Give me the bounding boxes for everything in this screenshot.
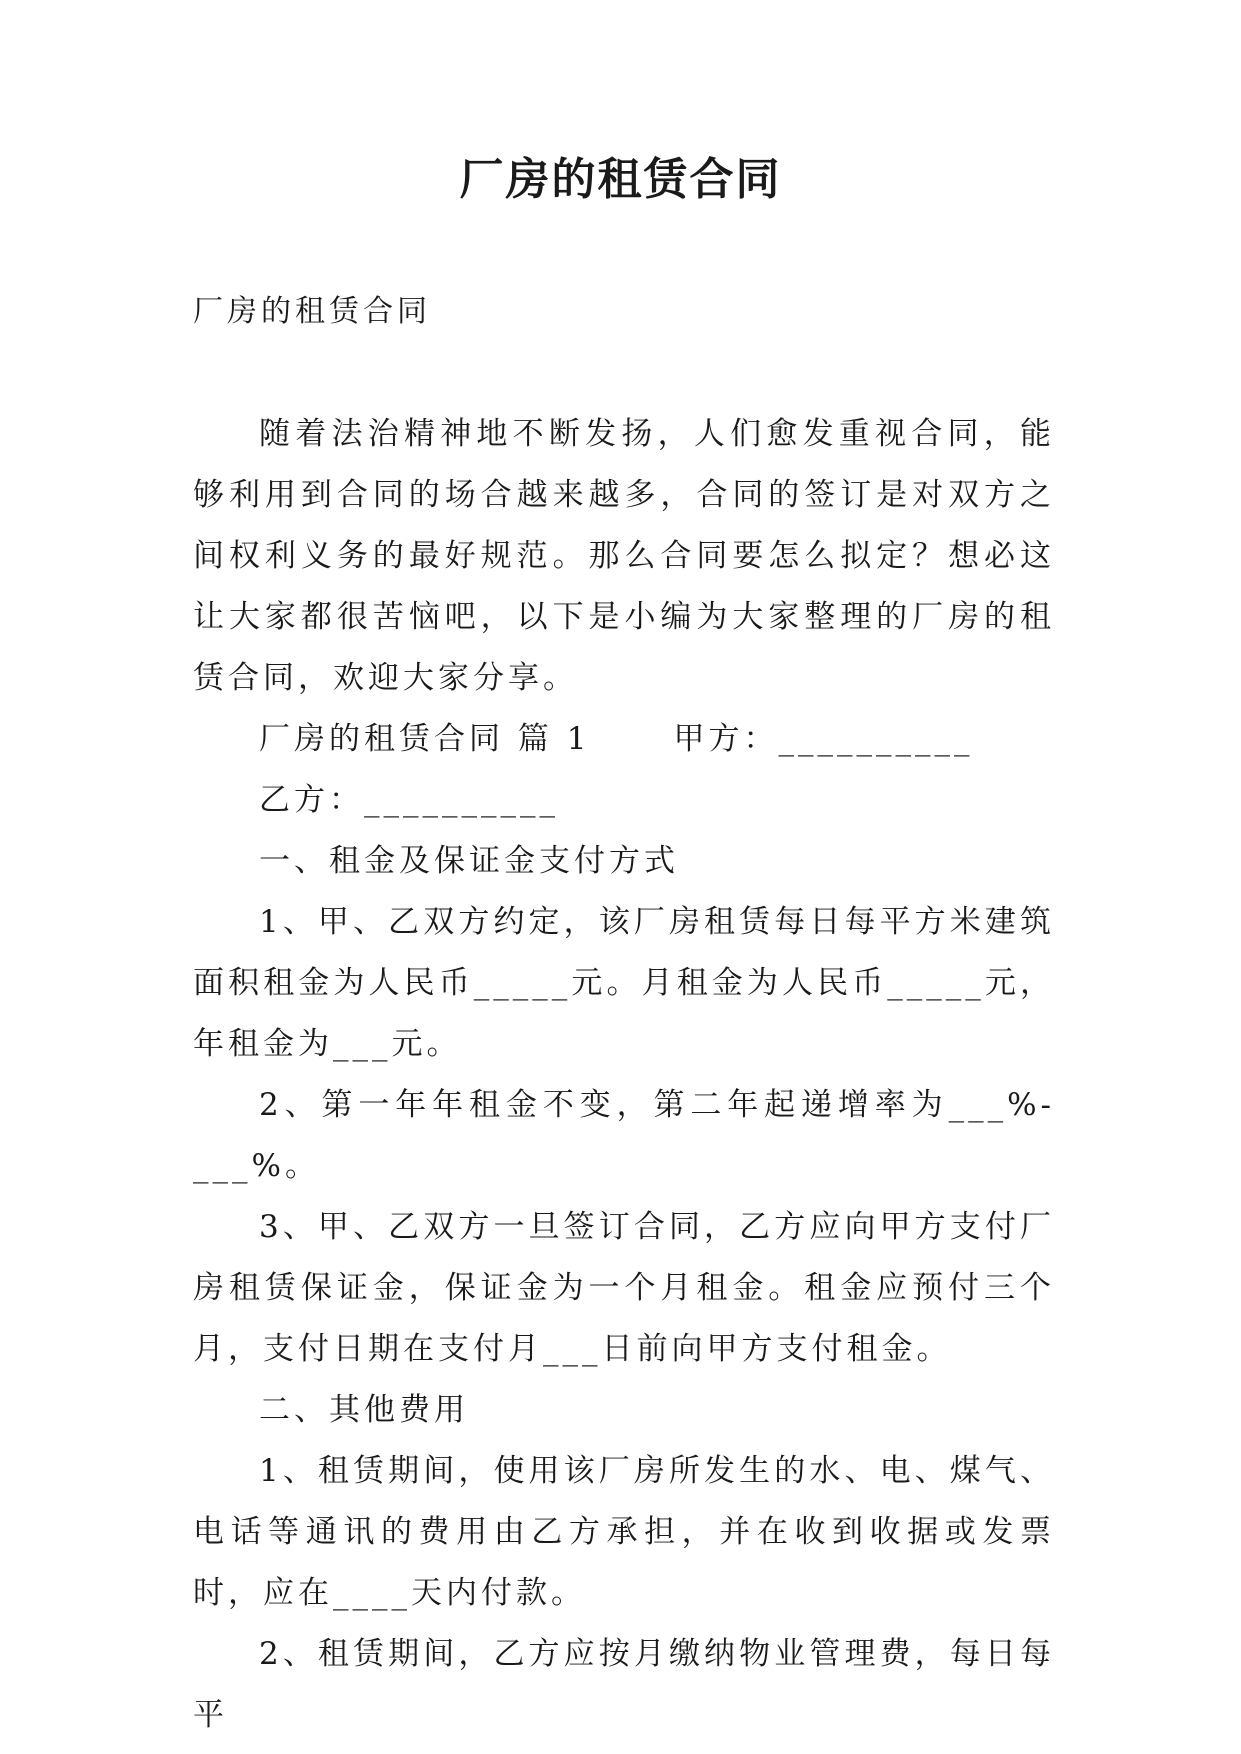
- clause-paragraph: 1、租赁期间，使用该厂房所发生的水、电、煤气、电话等通讯的费用由乙方承担，并在收到收据或发票时，应在____天内付款。: [193, 1453, 1055, 1611]
- section-heading-rent: 一、租金及保证金支付方式: [259, 843, 679, 879]
- intro-paragraph: 随着法治精神地不断发扬，人们愈发重视合同，能够利用到合同的场合越来越多，合同的签订是对双方之间权利义务的最好规范。那么合同要怎么拟定？想必这让大家都很苦恼吧，以下是小编为大家整理的厂房的租赁合同，欢迎大家分享。: [193, 416, 1055, 696]
- section-heading-party-a: 厂房的租赁合同 篇 1 甲方：__________: [259, 721, 974, 757]
- document-body: [193, 404, 1055, 1746]
- clause-paragraph: 2、第一年年租金不变，第二年起递增率为___%-___%。: [193, 1087, 1055, 1184]
- clause-paragraph: 1、甲、乙双方约定，该厂房租赁每日每平方米建筑面积租金为人民币_____元。月租金为人民币_____元，年租金为___元。: [193, 904, 1055, 1062]
- section-heading-fees: 二、其他费用: [259, 1392, 469, 1428]
- document-subtitle: 厂房的租赁合同: [193, 294, 431, 329]
- clause-paragraph: 2、租赁期间，乙方应按月缴纳物业管理费，每日每平: [193, 1636, 1055, 1733]
- party-b-line: 乙方：__________: [259, 782, 559, 818]
- clause-paragraph: 3、甲、乙双方一旦签订合同，乙方应向甲方支付厂房租赁保证金，保证金为一个月租金。租金应预付三个月，支付日期在支付月___日前向甲方支付租金。: [193, 1209, 1055, 1367]
- document-title: 厂房的租赁合同: [459, 154, 782, 205]
